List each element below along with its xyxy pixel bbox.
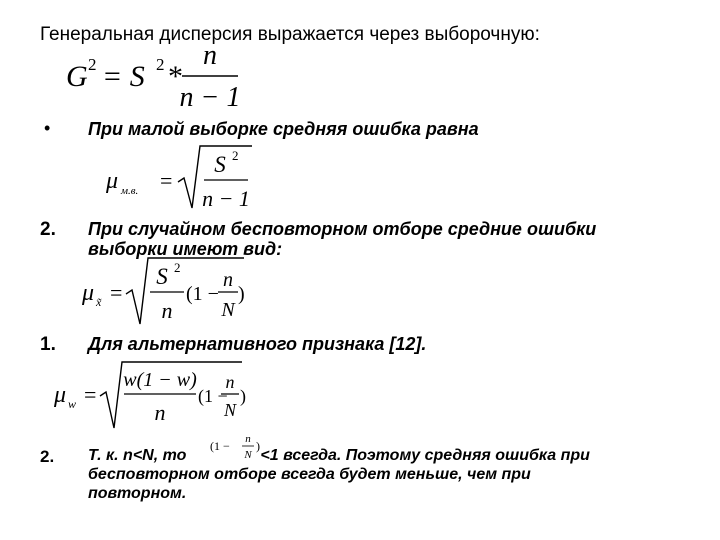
- formula-inline-correction: [208, 428, 270, 466]
- formula-inner-den: N: [221, 299, 235, 321]
- formula-inner-num: n: [245, 433, 251, 445]
- item-text-post: <1 всегда. Поэтому средняя ошибка при: [260, 447, 590, 464]
- formula-num: n: [203, 40, 217, 71]
- formula-mu-sub: w: [68, 397, 77, 411]
- item-marker: 2.: [40, 219, 56, 240]
- formula-g: G: [66, 60, 88, 93]
- formula-num-exp: 2: [174, 260, 181, 275]
- formula-eq: =: [84, 382, 97, 407]
- formula-num: S: [156, 264, 168, 289]
- item-small-sample: При малой выборке средняя ошибка равна: [88, 119, 479, 139]
- item-line: бесповторном отборе всегда будет меньше, чем при: [88, 466, 531, 483]
- item-text-pre: Т. к. n<N, то: [88, 447, 187, 464]
- item-line: повторном.: [88, 485, 187, 502]
- item-line: выборки имеют вид:: [88, 239, 283, 259]
- formula-num: S: [214, 152, 226, 177]
- formula-paren-open: (1 −: [186, 283, 219, 305]
- formula-general-dispersion: [60, 40, 260, 112]
- formula-eq-s: = S: [102, 60, 145, 93]
- heading: Генеральная дисперсия выражается через выборочную:: [40, 24, 540, 45]
- formula-mu-sub: x̃: [96, 295, 102, 309]
- formula-inner-den: N: [244, 449, 252, 461]
- formula-mu-sub: м.в.: [121, 185, 139, 197]
- formula-small-sample-error: [104, 142, 264, 216]
- formula-den: n: [161, 298, 173, 323]
- formula-mu: μ: [106, 168, 119, 194]
- formula-inner-den: N: [223, 400, 237, 420]
- formula-mu: μ: [82, 280, 95, 306]
- item-marker: 1.: [40, 334, 56, 355]
- item-line: При случайном бесповторном отборе средние ошибки: [88, 219, 597, 239]
- formula-eq: =: [160, 168, 173, 193]
- formula-alternative-error: [52, 360, 252, 434]
- formula-paren-open: (1 −: [210, 439, 230, 453]
- formula-eq: =: [110, 280, 123, 305]
- formula-num: w(1 − w): [123, 369, 197, 391]
- formula-star: *: [168, 60, 183, 93]
- formula-den: n − 1: [202, 186, 250, 211]
- item-marker: 2.: [40, 447, 55, 466]
- formula-mu: μ: [54, 382, 67, 408]
- formula-paren-close: ): [238, 283, 245, 305]
- formula-random-sampling-error: [80, 256, 250, 330]
- formula-num-exp: 2: [232, 148, 239, 163]
- formula-s-exp: 2: [156, 55, 165, 74]
- formula-den: n: [154, 400, 166, 425]
- formula-paren-open: (1 −: [198, 386, 228, 406]
- item-line: [88, 446, 590, 465]
- formula-g-exp: 2: [88, 55, 97, 74]
- bullet-marker: •: [44, 118, 51, 138]
- item-random-sampling: [88, 219, 596, 259]
- item-alternative-feature: Для альтернативного признака [12].: [88, 334, 427, 354]
- item-conclusion: [88, 446, 590, 503]
- formula-den: n − 1: [179, 82, 241, 112]
- formula-paren-close: ): [256, 439, 260, 453]
- formula-inner-num: n: [223, 269, 233, 291]
- formula-paren-close: ): [240, 386, 246, 406]
- formula-inner-num: n: [225, 372, 235, 392]
